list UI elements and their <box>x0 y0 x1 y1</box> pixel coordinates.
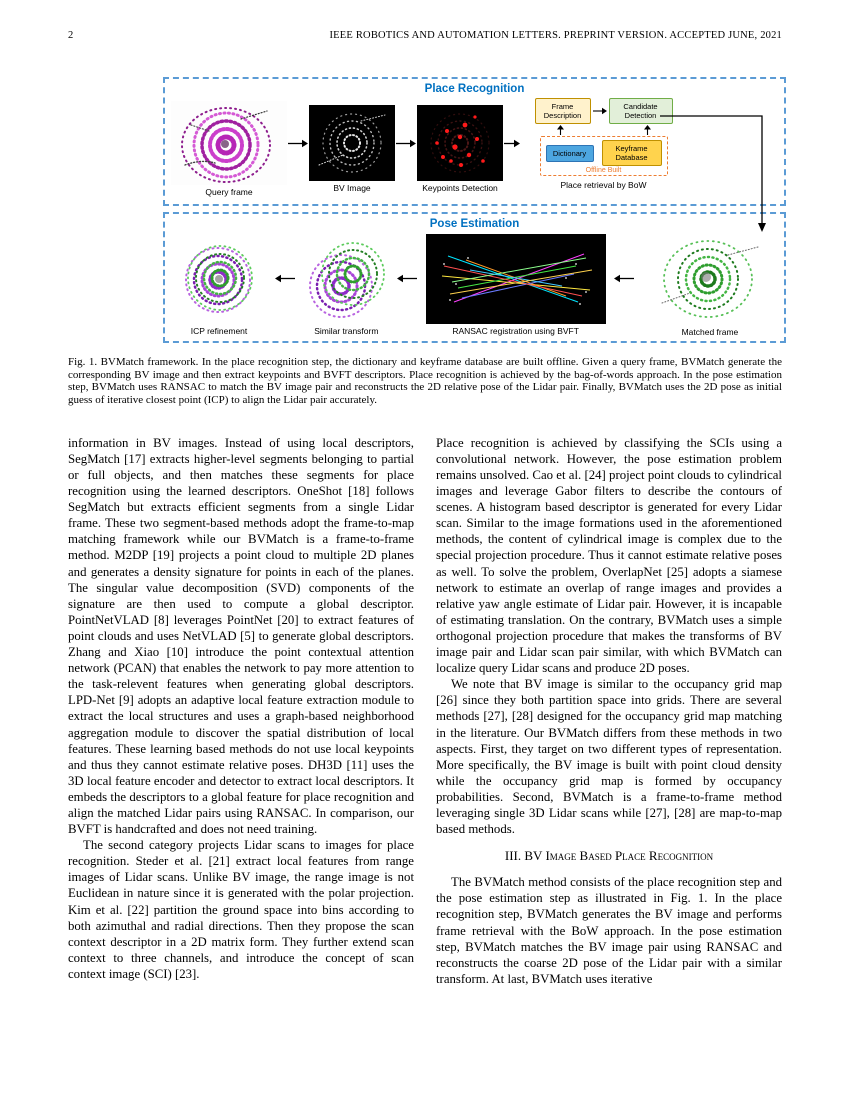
ransac-registration-block <box>426 234 606 336</box>
dictionary-box: Dictionary <box>546 145 594 162</box>
running-head <box>0 0 850 41</box>
page-number: 2 <box>68 30 74 41</box>
online-flow-row <box>535 98 673 124</box>
query-frame-image <box>171 101 287 185</box>
arrow-right-icon <box>504 139 520 148</box>
pose-estimation-row <box>171 233 778 337</box>
arrow-right-icon <box>288 139 308 148</box>
section-heading: III. BV Image Based Place Recognition <box>504 848 714 864</box>
right-column <box>436 435 782 987</box>
bv-image <box>309 105 395 181</box>
offline-to-online-arrows <box>534 125 674 135</box>
keypoints-label: Keypoints Detection <box>422 183 498 193</box>
matched-frame-image <box>642 233 778 325</box>
place-recognition-panel <box>163 77 786 206</box>
paragraph: We note that BV image is similar to the occupancy grid map [26] since they both partition space into grids. There are several methods [27], [28] designed for the occupancy grid map matching in the literature. Our BVMatch differs from these methods in two aspects. First, they target on two different types of representation. More specifically, the BV image is built with point cloud density while the occupancy grid map is formed by occupancy probabilities. Second, BVMatch is a frame-to-frame method leveraging single 3D Lidar scans while [27], [28] are map-to-map based methods. <box>436 677 782 837</box>
journal-title: IEEE ROBOTICS AND AUTOMATION LETTERS. PREPRINT VERSION. ACCEPTED JUNE, 2021 <box>329 30 782 41</box>
offline-built-group <box>540 136 668 176</box>
matched-frame-label: Matched frame <box>681 327 739 337</box>
paragraph: information in BV images. Instead of using local descriptors, SegMatch [17] extracts higher-level segments belonging to partial or full objects, and then matches these segments for place recognition using the learned descriptors. OneShot [18] follows SegMatch but extracts efficient segments from a single Lidar frame. These two segment-based methods adopt the frame-to-map matching framework while our BVMatch is a frame-to-frame method. M2DP [19] projects a point cloud to multiple 2D planes and generates a density signature for points in each of the planes. The singular value decomposition (SVD) components of the signature are then used to compute a global descriptor. PointNetVLAD [8] leverages PointNet [20] to extract features of point clouds and uses NetVLAD [5] to generate global descriptors. Zhang and Xiao [10] introduce the point contextual attention network (PCAN) that enables the network to pay more attention to the task-relevent features when generating global descriptors. LPD-Net [9] adopts an adaptive local feature extraction module to extract the local structures and uses a graph-based neighborhood aggregation module to discover the spatial distribution of local features. These learning based methods do not use local keypoints and thus they cannot estimate relative poses. DH3D [11] uses the 3D local feature encoder and detector to extract local descriptors. It embeds the descriptors to a global feature for place recognition and align the matched Lidar pairs using RANSAC. In comparison, our BVFT is handcrafted and does not need training. <box>68 435 414 837</box>
left-column <box>68 435 414 987</box>
matched-frame-block <box>642 233 778 337</box>
paragraph: The BVMatch method consists of the place recognition step and the pose estimation step as illustrated in Fig. 1. In the place recognition step, BVMatch generates the BV image and performs frame retrieval with the BoW approach. In the pose estimation step, BVMatch matches the BV image pair using RANSAC and reconstructs the coarse 2D pose of the Lidar pair with a similar transform. At last, BVMatch uses iterative <box>436 875 782 986</box>
arrow-up-icon <box>643 125 652 135</box>
bv-image-label: BV Image <box>333 183 371 193</box>
keypoints-block <box>417 105 503 193</box>
arrow-up-icon <box>556 125 565 135</box>
place-recognition-row <box>171 98 778 200</box>
ransac-registration-image <box>426 234 606 324</box>
ransac-registration-label: RANSAC registration using BVFT <box>452 326 579 336</box>
query-frame-block <box>171 101 287 197</box>
icp-refinement-image <box>171 234 267 324</box>
body-columns <box>68 435 782 987</box>
frame-description-box: Frame Description <box>535 98 591 124</box>
pose-estimation-panel <box>163 212 786 343</box>
query-frame-label: Query frame <box>205 187 253 197</box>
bv-image-block <box>309 105 395 193</box>
arrow-left-icon <box>275 274 295 283</box>
bow-flow-diagram <box>521 98 686 190</box>
paragraph: The second category projects Lidar scans to images for place recognition. Steder et al. [21] extract local features from range images of Lidar scans. Unlike BV image, the range image is not Euclidean in nature since it is generated with the polar projection. Kim et al. [22] partition the ground space into bins according to both azimuthal and radial directions. Then they propose the scan context descriptor in a 2D matrix form. They further extend scan context to three channels, and introduce the concept of scan context image (SCI) [23]. <box>68 838 414 981</box>
similar-transform-label: Similar transform <box>314 326 379 336</box>
place-recognition-title: Place Recognition <box>424 83 525 95</box>
pose-estimation-title: Pose Estimation <box>429 218 520 230</box>
paragraph: Place recognition is achieved by classifying the SCIs using a convolutional network. However, the pose estimation problem remains unsolved. Cao et al. [24] project point clouds to cylindrical images and leverage Gabor filters to describe the contours of scenes. A histogram based descriptor is generated for every Lidar scan. Similar to the image formations used in the aforementioned methods, the content of cylindrical image is complex due to the special projection procedure. Thus it cannot estimate relative poses as well. To solve the problem, OverlapNet [25] adopts a siamese network to estimate an overlap of range images and provides a relative yaw angle estimate of Lidar pair. However, it is incapable of estimating translation. On the contrary, BVMatch uses a simple orthogonal projection procedure that makes the transforms of BV image pair and Lidar scan pair similar, with which BVMatch can localize query Lidar scans and produce 2D poses. <box>436 435 782 676</box>
similar-transform-image <box>303 234 389 324</box>
arrow-right-icon <box>593 107 607 115</box>
candidate-detection-box: Candidate Detection <box>609 98 673 124</box>
icp-refinement-label: ICP refinement <box>190 326 248 336</box>
arrow-left-icon <box>397 274 417 283</box>
keyframe-database-box: Keyframe Database <box>602 140 662 166</box>
figure-1 <box>163 77 786 343</box>
keypoints-detection-image <box>417 105 503 181</box>
place-retrieval-label: Place retrieval by BoW <box>560 180 647 190</box>
figure-caption: Fig. 1. BVMatch framework. In the place recognition step, the dictionary and keyframe database are built offline. Given a query frame, BVMatch generate the corresponding BV image and then extract keypoints and BVFT descriptors. Place recognition is achieved by the bag-of-words approach. In the pose estimation step, BVMatch uses RANSAC to match the BV image pair and reconstructs the 2D relative pose of the Lidar pair. Finally, BVMatch uses the 2D pose as initial guess of iterative closest point (ICP) to align the Lidar pair accurately. <box>68 356 782 407</box>
arrow-right-icon <box>396 139 416 148</box>
offline-built-label: Offline Built <box>585 167 622 174</box>
arrow-left-icon <box>614 274 634 283</box>
icp-refinement-block <box>171 234 267 336</box>
similar-transform-block <box>303 234 389 336</box>
offline-flow-row <box>546 140 662 166</box>
